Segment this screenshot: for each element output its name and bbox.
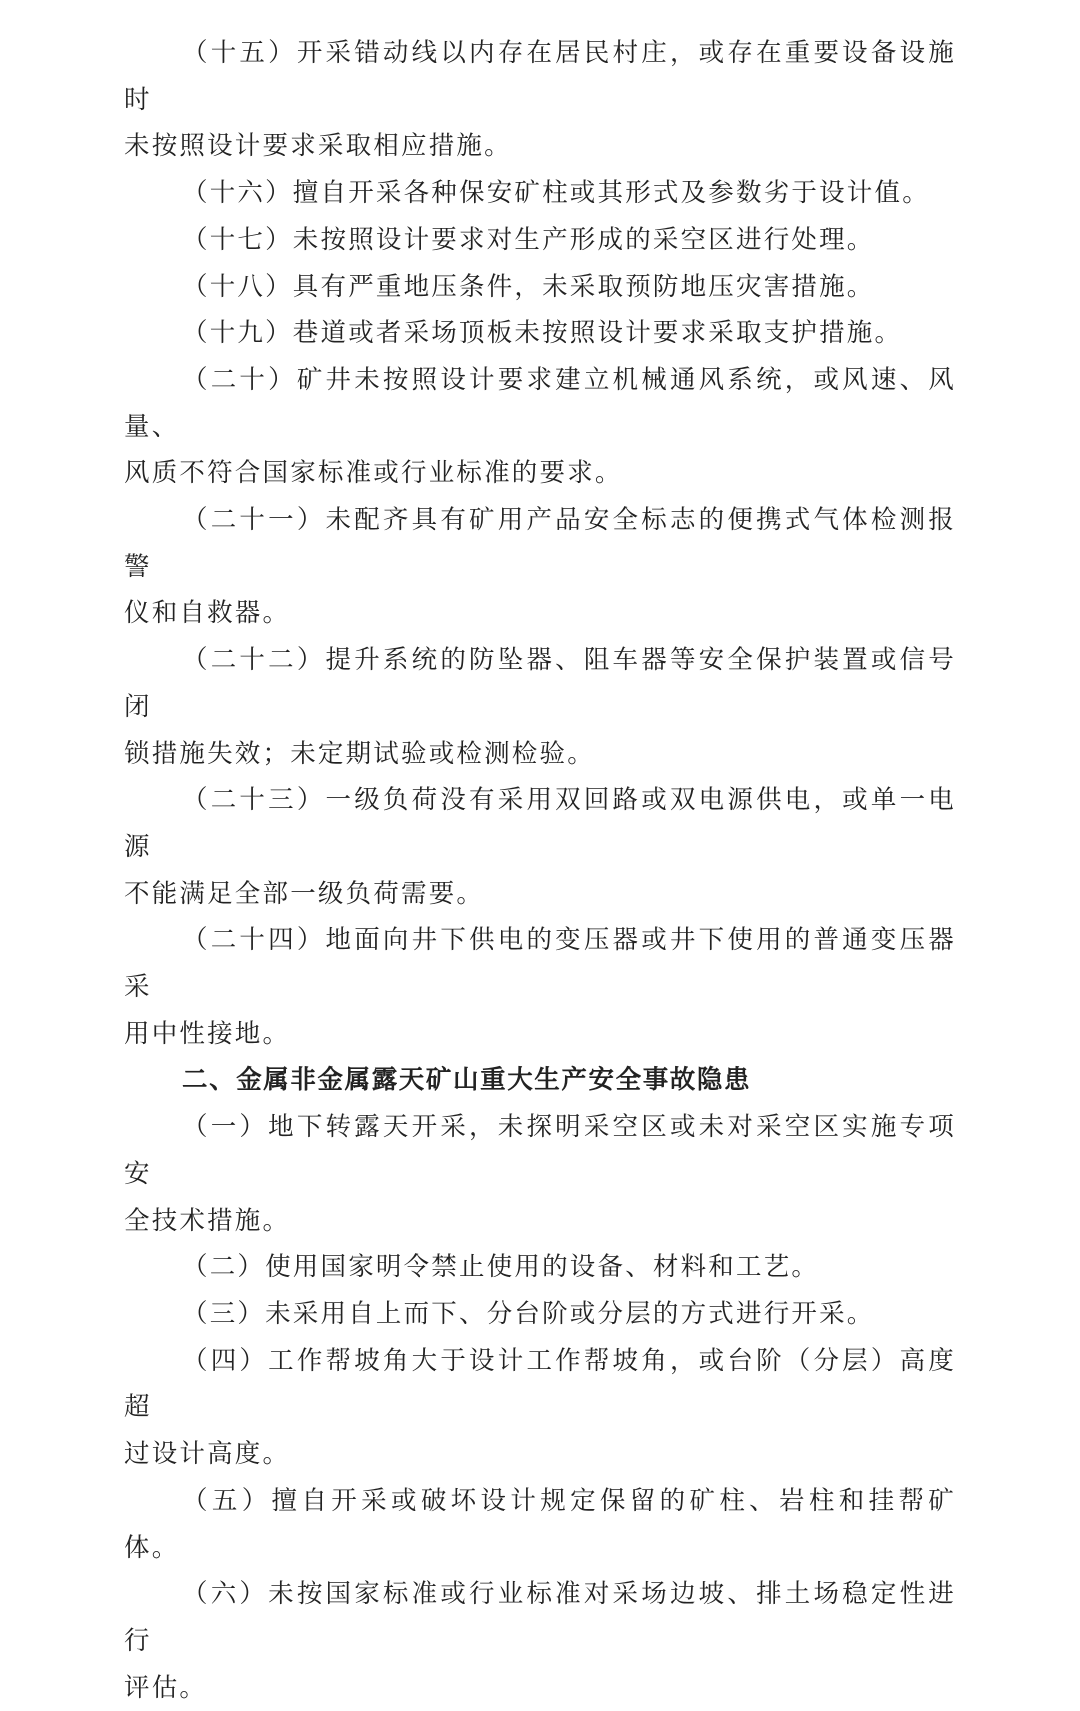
text-line: 仪和自救器。 — [124, 598, 291, 629]
text-line: 未按照设计要求采取相应措施。 — [124, 131, 512, 162]
text-line: （六）未按国家标准或行业标准对采场边坡、排土场稳定性进行 — [124, 1579, 956, 1656]
paragraph-item-19 — [124, 310, 956, 357]
paragraph-item-23 — [124, 777, 956, 917]
section-heading — [124, 1057, 956, 1104]
text-line: （一）地下转露天开采，未探明采空区或未对采空区实施专项安 — [124, 1112, 956, 1189]
text-line: （二）使用国家明令禁止使用的设备、材料和工艺。 — [182, 1252, 820, 1283]
text-line: 评估。 — [124, 1672, 208, 1703]
text-line: （二十）矿井未按照设计要求建立机械通风系统，或风速、风量、 — [124, 364, 956, 442]
text-line: （二十一）未配齐具有矿用产品安全标志的便携式气体检测报警 — [124, 505, 956, 582]
text-line: 过设计高度。 — [124, 1439, 291, 1470]
text-line: （二十二）提升系统的防坠器、阻车器等安全保护装置或信号闭 — [124, 645, 956, 722]
text-line: （十六）擅自开采各种保安矿柱或其形式及参数劣于设计值。 — [182, 178, 930, 209]
paragraph-item-18 — [124, 264, 956, 311]
section-heading-text: 二、金属非金属露天矿山重大生产安全事故隐患 — [182, 1065, 752, 1096]
paragraph-item-5 — [124, 1478, 956, 1571]
paragraph-item-21 — [124, 497, 956, 637]
text-line: （五）擅自开采或破坏设计规定保留的矿柱、岩柱和挂帮矿体。 — [124, 1485, 956, 1563]
paragraph-item-24 — [124, 917, 956, 1057]
text-line: （十五）开采错动线以内存在居民村庄，或存在重要设备设施时 — [124, 38, 956, 115]
text-line: 用中性接地。 — [124, 1018, 291, 1049]
document-body — [124, 30, 956, 1711]
text-line: 全技术措施。 — [124, 1205, 291, 1236]
paragraph-item-20 — [124, 357, 956, 497]
paragraph-item-6 — [124, 1571, 956, 1711]
text-line: （十九）巷道或者采场顶板未按照设计要求采取支护措施。 — [182, 318, 903, 349]
text-line: （三）未采用自上而下、分台阶或分层的方式进行开采。 — [182, 1298, 875, 1329]
paragraph-item-17 — [124, 217, 956, 264]
text-line: （四）工作帮坡角大于设计工作帮坡角，或台阶（分层）高度超 — [124, 1345, 956, 1423]
text-line: 不能满足全部一级负荷需要。 — [124, 878, 485, 909]
text-line: 风质不符合国家标准或行业标准的要求。 — [124, 458, 623, 489]
text-line: 锁措施失效；未定期试验或检测检验。 — [124, 738, 595, 769]
text-line: （二十三）一级负荷没有采用双回路或双电源供电，或单一电源 — [124, 785, 956, 862]
text-line: （十七）未按照设计要求对生产形成的采空区进行处理。 — [182, 224, 875, 255]
paragraph-item-3 — [124, 1291, 956, 1338]
paragraph-item-22 — [124, 637, 956, 777]
paragraph-item-1 — [124, 1104, 956, 1244]
paragraph-item-16 — [124, 170, 956, 217]
paragraph-item-2 — [124, 1244, 956, 1291]
text-line: （十八）具有严重地压条件，未采取预防地压灾害措施。 — [182, 271, 875, 302]
text-line: （二十四）地面向井下供电的变压器或井下使用的普通变压器采 — [124, 925, 956, 1003]
paragraph-item-15 — [124, 30, 956, 170]
paragraph-item-4 — [124, 1338, 956, 1478]
